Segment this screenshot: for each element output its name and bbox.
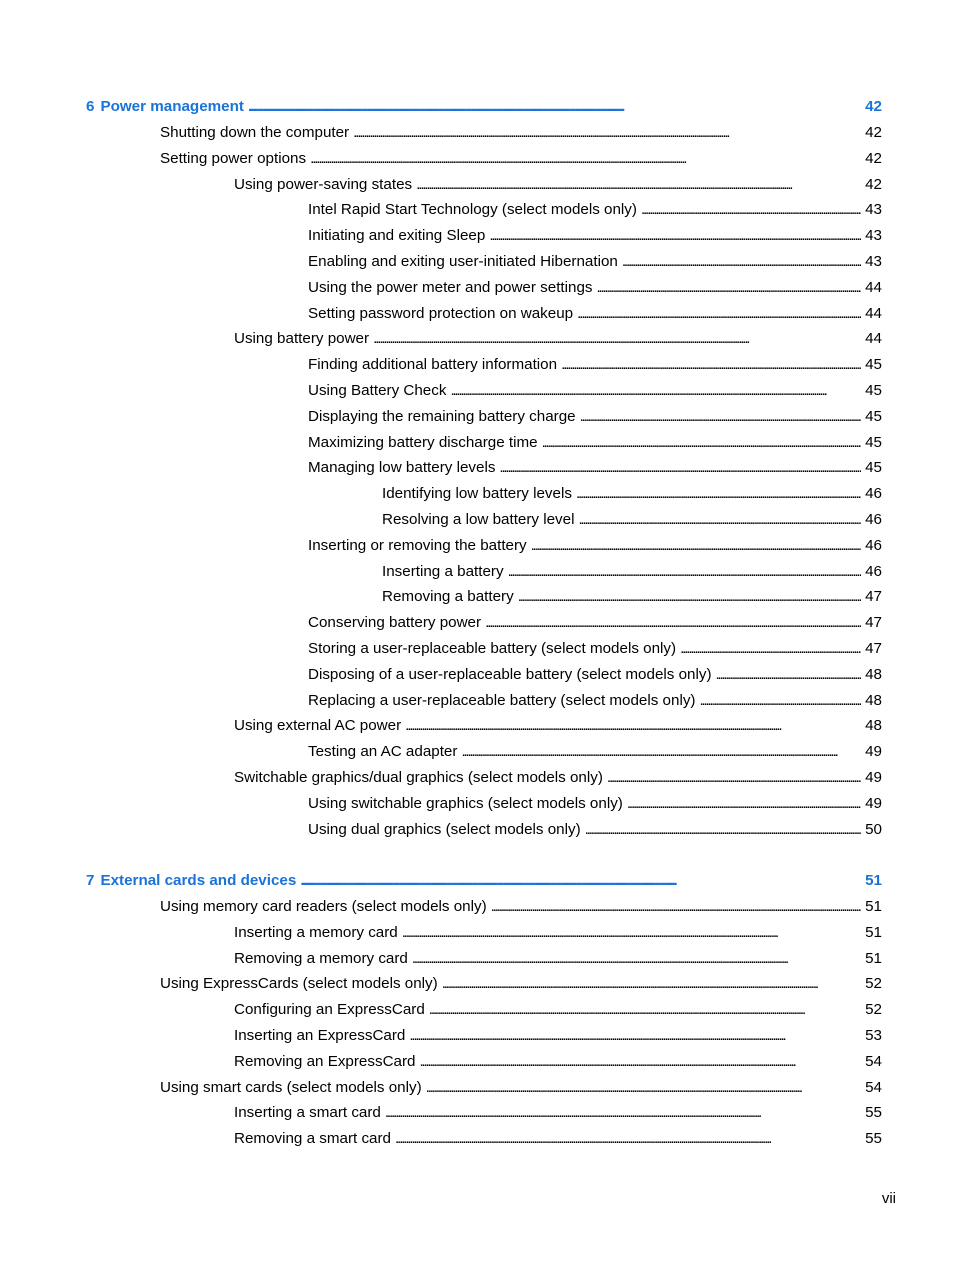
toc-entry[interactable]: [86, 430, 882, 456]
toc-entry[interactable]: [86, 739, 882, 765]
toc-entry-page-number: 51: [865, 923, 882, 941]
toc-entry[interactable]: [86, 223, 882, 249]
page-number: vii: [881, 1190, 896, 1207]
toc-entry[interactable]: [86, 1100, 882, 1126]
chapter-number: 6: [86, 98, 95, 115]
toc-entry-page-number: 47: [865, 588, 882, 606]
dot-leader: [409, 1023, 861, 1049]
dot-leader: [531, 533, 861, 559]
toc-entry[interactable]: [86, 1049, 882, 1075]
dot-leader: [518, 584, 861, 610]
toc-entry-title: Using switchable graphics (select models only): [308, 794, 623, 812]
toc-entry-page-number: 46: [865, 536, 882, 554]
dot-leader: [429, 997, 861, 1023]
toc-entry-title: Removing a battery: [382, 588, 514, 606]
toc-entry-page-number: 55: [865, 1130, 882, 1148]
dot-leader: [442, 971, 861, 997]
toc-entry-title: Configuring an ExpressCard: [234, 1001, 425, 1019]
toc-entry-page-number: 50: [865, 820, 882, 838]
toc-entry-title: Inserting a memory card: [234, 923, 398, 941]
dot-leader: [248, 93, 861, 120]
toc-entry-title: Removing a memory card: [234, 949, 408, 967]
toc-entry[interactable]: [86, 275, 882, 301]
toc-entry-page-number: 47: [865, 614, 882, 632]
dot-leader: [577, 301, 861, 327]
toc-entry-title: Testing an AC adapter: [308, 743, 458, 761]
chapter-6-heading[interactable]: [86, 93, 882, 120]
toc-entry-title: Identifying low battery levels: [382, 485, 572, 503]
dot-leader: [412, 946, 861, 972]
toc-entry[interactable]: [86, 920, 882, 946]
toc-entry-page-number: 45: [865, 356, 882, 374]
toc-entry[interactable]: [86, 249, 882, 275]
toc-entry[interactable]: [86, 507, 882, 533]
toc-entry[interactable]: [86, 197, 882, 223]
toc-entry-title: Inserting a battery: [382, 562, 504, 580]
toc-entry-page-number: 42: [865, 149, 882, 167]
toc-entry[interactable]: [86, 765, 882, 791]
toc-entry[interactable]: [86, 610, 882, 636]
toc-entry-page-number: 48: [865, 691, 882, 709]
toc-entry-page-number: 52: [865, 1001, 882, 1019]
toc-entry[interactable]: [86, 1126, 882, 1152]
dot-leader: [576, 481, 861, 507]
toc-entry-title: Displaying the remaining battery charge: [308, 407, 576, 425]
toc-entry[interactable]: [86, 533, 882, 559]
chapter-6-section: [86, 93, 882, 842]
toc-entry-page-number: 44: [865, 304, 882, 322]
dot-leader: [499, 455, 861, 481]
toc-entry[interactable]: [86, 636, 882, 662]
dot-leader: [402, 920, 861, 946]
toc-entry[interactable]: [86, 713, 882, 739]
toc-entry-title: Using dual graphics (select models only): [308, 820, 581, 838]
toc-entry-page-number: 45: [865, 407, 882, 425]
dot-leader: [489, 223, 861, 249]
toc-entry-title: Conserving battery power: [308, 614, 482, 632]
toc-entry-title: Finding additional battery information: [308, 356, 558, 374]
toc-entry-page-number: 43: [865, 201, 882, 219]
dot-leader: [580, 404, 861, 430]
dot-leader: [461, 739, 861, 765]
toc-entry-title: Inserting or removing the battery: [308, 536, 527, 554]
chapter-7-entries: [86, 894, 882, 1152]
dot-leader: [597, 275, 862, 301]
dot-leader: [385, 1100, 861, 1126]
toc-entry[interactable]: [86, 172, 882, 198]
dot-leader: [420, 1049, 862, 1075]
dot-leader: [373, 326, 861, 352]
chapter-7-section: [86, 867, 882, 1152]
toc-entry[interactable]: [86, 455, 882, 481]
toc-entry[interactable]: [86, 688, 882, 714]
toc-entry-title: Setting password protection on wakeup: [308, 304, 574, 322]
chapter-number: 7: [86, 872, 95, 889]
toc-entry-page-number: 48: [865, 717, 882, 735]
dot-leader: [395, 1126, 861, 1152]
toc-entry-title: Using smart cards (select models only): [160, 1078, 422, 1096]
dot-leader: [485, 610, 861, 636]
toc-entry[interactable]: [86, 146, 882, 172]
toc-entry-page-number: 54: [865, 1052, 882, 1070]
chapter-title: External cards and devices: [100, 872, 297, 889]
dot-leader: [607, 765, 861, 791]
toc-entry-page-number: 49: [865, 743, 882, 761]
toc-entry[interactable]: [86, 301, 882, 327]
toc-entry-title: Using external AC power: [234, 717, 402, 735]
toc-entry-page-number: 51: [865, 949, 882, 967]
toc-entry-page-number: 45: [865, 433, 882, 451]
dot-leader: [699, 688, 861, 714]
toc-entry-title: Inserting an ExpressCard: [234, 1026, 406, 1044]
toc-entry-title: Using ExpressCards (select models only): [160, 975, 438, 993]
toc-entry-title: Managing low battery levels: [308, 459, 496, 477]
dot-leader: [542, 430, 862, 456]
toc-entry-page-number: 48: [865, 665, 882, 683]
toc-entry[interactable]: [86, 817, 882, 843]
toc-entry-page-number: 46: [865, 485, 882, 503]
chapter-6-entries: [86, 120, 882, 842]
toc-entry-title: Setting power options: [160, 149, 307, 167]
toc-entry-title: Inserting a smart card: [234, 1104, 381, 1122]
toc-entry-title: Using battery power: [234, 330, 370, 348]
dot-leader: [416, 172, 861, 198]
dot-leader: [405, 713, 861, 739]
toc-entry[interactable]: [86, 559, 882, 585]
chapter-page-number: 42: [865, 98, 882, 115]
toc-entry-page-number: 43: [865, 252, 882, 270]
toc-entry[interactable]: [86, 662, 882, 688]
toc-entry-title: Shutting down the computer: [160, 124, 350, 141]
dot-leader: [680, 636, 861, 662]
toc-entry-page-number: 49: [865, 794, 882, 812]
chapter-7-heading[interactable]: [86, 867, 882, 894]
toc-entry[interactable]: [86, 997, 882, 1023]
toc-entry-title: Using the power meter and power settings: [308, 278, 593, 296]
chapter-page-number: 51: [865, 872, 882, 889]
dot-leader: [585, 817, 861, 843]
toc-entry-title: Removing an ExpressCard: [234, 1052, 416, 1070]
dot-leader: [310, 146, 861, 172]
toc-entry-page-number: 44: [865, 278, 882, 296]
toc-entry[interactable]: [86, 791, 882, 817]
toc-entry-page-number: 46: [865, 562, 882, 580]
toc-entry-title: Removing a smart card: [234, 1130, 391, 1148]
toc-entry[interactable]: [86, 326, 882, 352]
toc-entry[interactable]: [86, 120, 882, 146]
toc-entry-page-number: 49: [865, 768, 882, 786]
dot-leader: [426, 1075, 861, 1101]
toc-entry-page-number: 47: [865, 639, 882, 657]
toc-entry-title: Using power-saving states: [234, 175, 413, 193]
toc-entry-page-number: 46: [865, 510, 882, 528]
toc-entry-page-number: 51: [865, 898, 882, 915]
dot-leader: [627, 791, 861, 817]
toc-entry[interactable]: [86, 894, 882, 920]
toc-entry-page-number: 42: [865, 175, 882, 193]
dot-leader: [353, 120, 861, 146]
toc-entry[interactable]: [86, 1075, 882, 1101]
toc-entry-title: Replacing a user-replaceable battery (select models only): [308, 691, 696, 709]
toc-entry-page-number: 52: [865, 975, 882, 993]
toc-entry-title: Maximizing battery discharge time: [308, 433, 538, 451]
toc-entry-title: Disposing of a user-replaceable battery (select models only): [308, 665, 712, 683]
toc-entry-title: Switchable graphics/dual graphics (select models only): [234, 768, 603, 786]
toc-entry-page-number: 54: [865, 1078, 882, 1096]
toc-entry[interactable]: [86, 946, 882, 972]
toc-entry[interactable]: [86, 481, 882, 507]
toc-entry-page-number: 44: [865, 330, 882, 348]
dot-leader: [561, 352, 861, 378]
toc-entry-title: Using memory card readers (select models only): [160, 898, 487, 915]
chapter-title: Power management: [100, 98, 244, 115]
toc-entry[interactable]: [86, 352, 882, 378]
toc-entry[interactable]: [86, 1023, 882, 1049]
toc-entry-title: Using Battery Check: [308, 381, 447, 399]
toc-entry-title: Resolving a low battery level: [382, 510, 575, 528]
dot-leader: [300, 867, 861, 894]
toc-entry-title: Initiating and exiting Sleep: [308, 227, 486, 245]
dot-leader: [508, 559, 862, 585]
toc-entry-page-number: 53: [865, 1026, 882, 1044]
toc-entry-page-number: 55: [865, 1104, 882, 1122]
toc-entry[interactable]: [86, 971, 882, 997]
dot-leader: [450, 378, 861, 404]
toc-entry[interactable]: [86, 584, 882, 610]
dot-leader: [578, 507, 861, 533]
toc-entry-page-number: 45: [865, 381, 882, 399]
toc-entry-page-number: 45: [865, 459, 882, 477]
dot-leader: [622, 249, 861, 275]
toc-entry-title: Intel Rapid Start Technology (select models only): [308, 201, 637, 219]
dot-leader: [491, 894, 861, 920]
toc-entry[interactable]: [86, 404, 882, 430]
toc-entry[interactable]: [86, 378, 882, 404]
toc-entry-page-number: 42: [865, 124, 882, 141]
toc-entry-page-number: 43: [865, 227, 882, 245]
toc-entry-title: Storing a user-replaceable battery (select models only): [308, 639, 677, 657]
toc-entry-title: Enabling and exiting user-initiated Hibernation: [308, 252, 618, 270]
dot-leader: [716, 662, 862, 688]
dot-leader: [641, 197, 861, 223]
